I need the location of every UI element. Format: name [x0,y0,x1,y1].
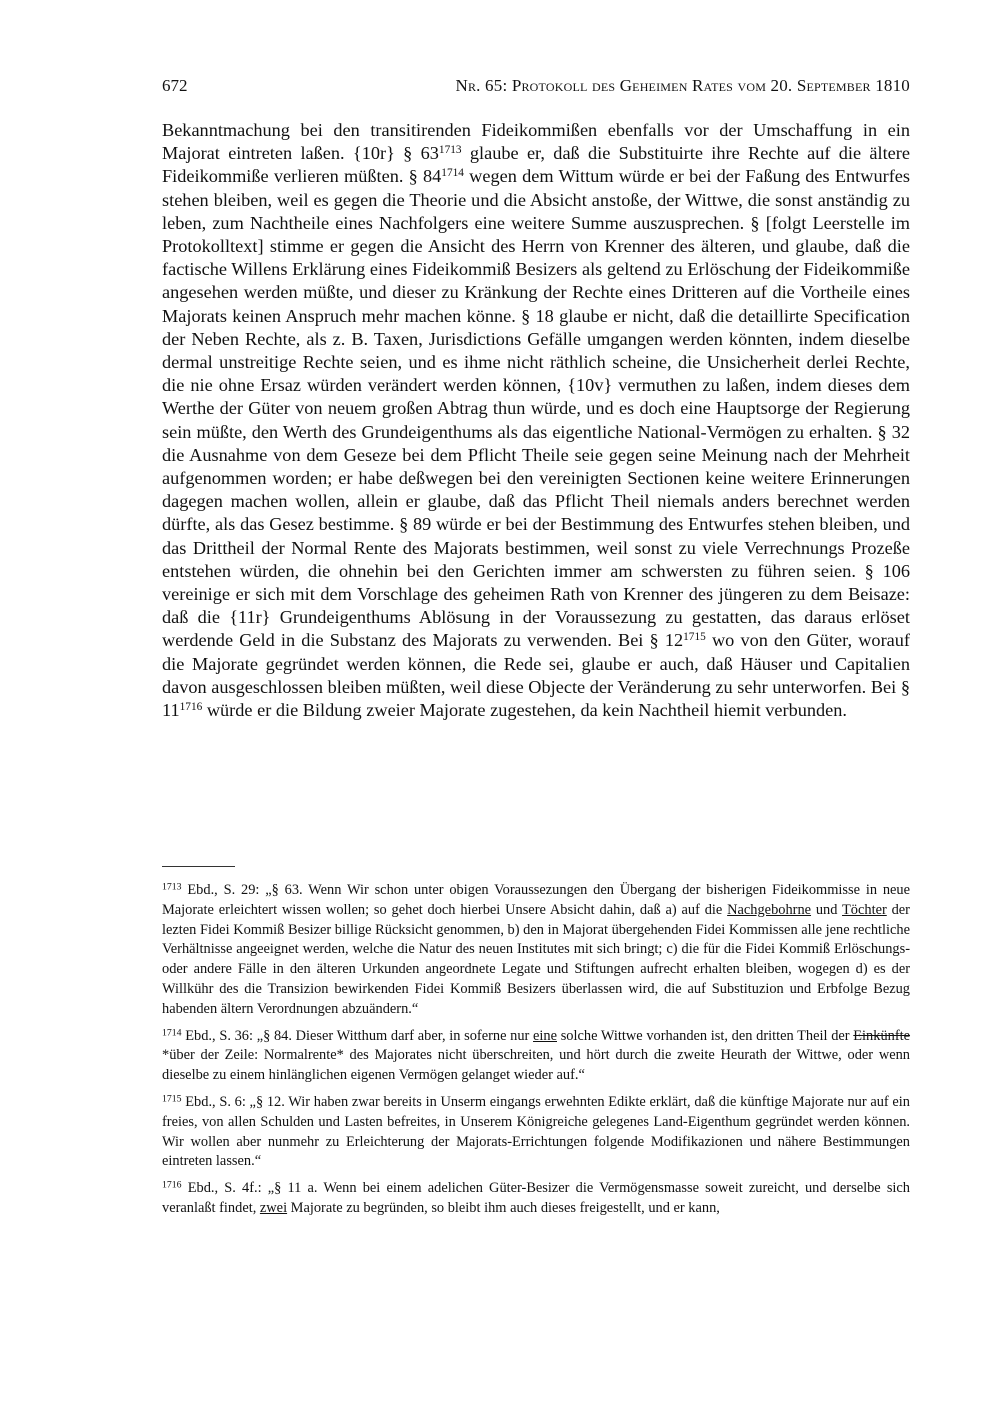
main-text-segment: glaube er, daß die Substituirte ihre Rechte auf die ältere Fideikommiße verlieren müßten. § 84 [162,143,911,187]
main-text-segment: Bekanntmachung bei den transitirenden Fideikommißen ebenfalls vor der Umschaffung in ein Majorat eintreten laßen. {10r} § 63 [162,120,910,164]
footnotes [162,881,910,1226]
struck-word: Einkünfte [853,1027,911,1044]
underlined-word: zwei [259,1199,288,1216]
footnote-text: Majorate zu begründen, so bleibt ihm auch dieses freigestellt, und er kann, [287,1199,720,1216]
footnote-1715 [162,1093,910,1172]
footnote-number: 1714 [162,1027,182,1039]
footnote-number: 1715 [162,1093,182,1105]
footnote-ref[interactable]: 1716 [179,700,203,713]
footnote-ref[interactable]: 1713 [438,143,462,156]
footnote-text: solche Wittwe vorhanden ist, den dritten Theil der [557,1027,854,1044]
footnote-separator [162,866,235,867]
footnote-text: Ebd., S. 36: „§ 84. Dieser Witthum darf aber, in soferne nur [181,1027,534,1044]
footnote-text: der lezten Fidei Kommiß Besizer billige Rücksicht genommen, b) den in Majorat übergehenden Fidei Kommissen alle jene rechtliche Verhältnisse angeeignet werden, welche die Natur des neuen Institutes mit sich bringt; c) die für die Fidei Kommiß Erlöschungs- oder andere Fälle in den älteren Urkunden angeordnete Legate und Stiftungen aufrecht erhalten bleiben, wogegen d) es der Willkühr des die Transizion bewirkenden Fidei Kommiß Besizers überlassen wird, die auf Substituzion und Erbfolge Bezug habenden ältern Verordnungen abzuändern.“ [162,901,910,1017]
running-title: Nr. 65: Protokoll des Geheimen Rates vom 20. September 1810 [455,76,910,95]
page-number: 672 [162,76,188,95]
main-text-segment: würde er die Bildung zweier Majorate zugestehen, da kein Nachtheil hiemit verbunden. [202,700,847,721]
footnote-text: Ebd., S. 6: „§ 12. Wir haben zwar bereits in Unserm eingangs erwehnten Edikte erklärt, daß die künftige Majorate nur auf ein freies, von allen Schulden und Lasten befreites, in Unserem Königreiche gelegenes Land-Eigenthum gegründet werden können. Wir wollen aber nunmehr zu Erleichterung der Majorats-Errichtungen folgende Modifikazionen und nähere Bestimmungen eintreten lassen.“ [162,1093,910,1170]
footnote-1714 [162,1027,910,1086]
footnote-text: Ebd., S. 4f.: „§ 11 a. Wenn bei einem adelichen Güter-Besizer die Vermögensmasse soweit zureicht, und derselbe sich veranlaßt findet, [162,1180,910,1216]
underlined-word: Nachgebohrne [727,901,812,918]
footnote-text: und [811,901,843,918]
footnote-number: 1716 [162,1179,182,1191]
page-header [162,76,910,96]
footnote-ref[interactable]: 1714 [441,167,464,180]
underlined-word: eine [533,1027,557,1044]
underlined-word: Töchter [842,901,887,918]
main-text-segment: wegen dem Wittum würde er bei der Faßung des Entwurfes stehen bleiben, weil es gegen die Theorie und die Absicht anstoße, der Wittwe, die sonst anständig zu leben, zum Nachtheile eines Nachfolgers eine weitere Summe auszusprechen. § [folgt Leerstelle im Protokolltext] stimme er gegen die Ansicht des Herrn von Krenner des älteren, und glaube, daß die factische Willens Erklärung eines Fideikommiß Besizers als geltend zu Erlöschung der Fideikommiße angesehen werden müßte, und dieser zu Kränkung der Rechte eines Dritteren auf die Vortheile eines Majorats keinen Anspruch mehr machen könne. § 18 glaube er nicht, daß die detaillirte Specification der Neben Rechte, als z. B. Taxen, Jurisdictions Gefälle umgangen werden könnten, indem dieselbe dermal unstreitige Rechte seien, und es ihme nicht räthlich scheine, die Unsicherheit derlei Rechte, die nie ohne Ersaz würden verändert werden können, {10v} vermuthen zu laßen, indem dieses dem Werthe der Güter von neuem großen Abtrag thun würde, und es doch eine Hauptsorge der Regierung sein müßte, den Werth des Grundeigenthums als das eigentliche National-Vermögen zu erhalten. § 32 die Ausnahme von dem Geseze bei dem Pflicht Theile seie gegen seine Meinung nach der Mehrheit aufgenommen worden; er habe deßwegen bei den vereinigten Sectionen keine weitere Erinnerungen dagegen machen wollen, allein er glaube, daß das Pflicht Theil niemals anders berechnet werden dürfte, als das Gesez bestimme. § 89 würde er bei der Bestimmung des Entwurfes stehen bleiben, und das Drittheil der Normal Rente des Majorats bestimmen, weil sonst zu viele Verrechnungs Prozeße entstehen würden, die ohnehin bei den Gerichten immer am schwersten zu führen seien. § 106 vereinige er sich mit dem Vorschlage des geheimen Rath von Krenner des jüngeren zu dem Beisaze: daß die {11r} Grundeigenthums Ablösung in der Voraussezung zu gestatten, das daraus erlöset werdende Geld in die Substanz des Majorats zu verwenden. Bei § 12 [162,166,911,651]
footnote-ref[interactable]: 1715 [683,631,706,644]
footnote-1716 [162,1179,910,1219]
footnote-number: 1713 [162,881,182,893]
main-text [162,119,910,722]
footnote-1713 [162,881,910,1020]
footnote-text: *über der Zeile: Normalrente* des Majorates nicht überschreiten, und hört durch die zweite Heurath der Wittwe, oder wenn dieselbe zu einem hinlänglichen eigenen Vermögen gelanget wieder auf.“ [162,1047,910,1084]
main-text-segment: wo von den Güter, worauf die Majorate gegründet werden können, die Rede sei, glaube er auch, daß Häuser und Capitalien davon ausgeschlossen bleiben müßten, weil diese Objecte der Veränderung zu sehr unterworfen. Bei § 11 [162,630,911,721]
footnote-text: Ebd., S. 29: „§ 63. Wenn Wir schon unter obigen Voraussezungen den Übergang der bisherigen Fideikommisse in neue Majorate erleichtert wissen wollen; so gehet doch hierbei Unsere Absicht dahin, daß a) auf die [162,882,910,918]
